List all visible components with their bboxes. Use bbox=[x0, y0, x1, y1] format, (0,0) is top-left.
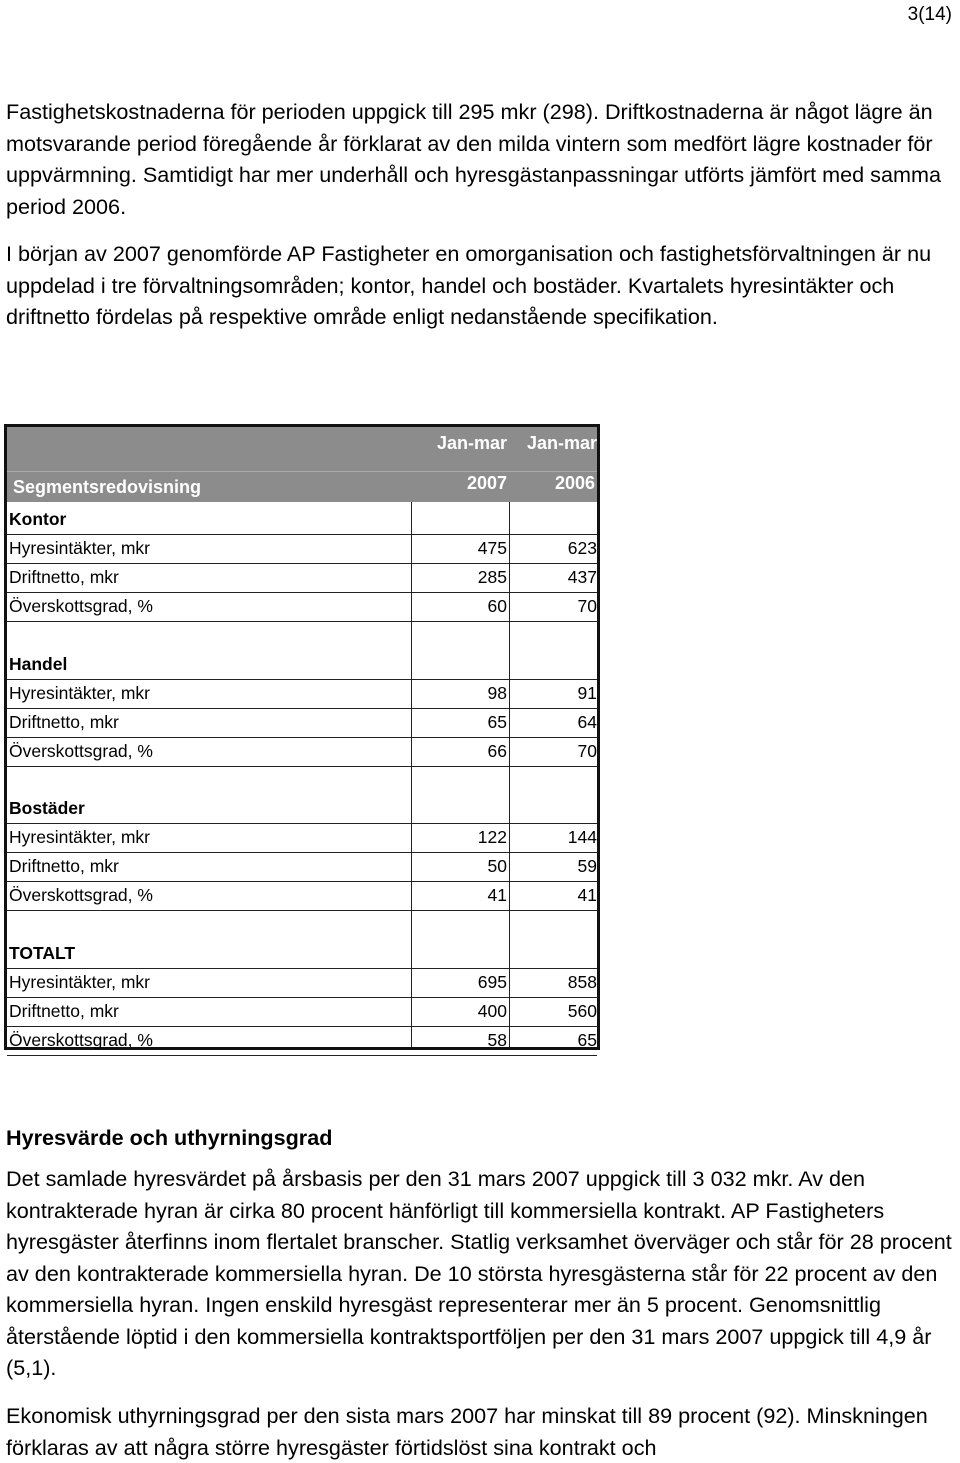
row-label: Hyresintäkter, mkr bbox=[9, 538, 150, 558]
page-number: 3(14) bbox=[907, 4, 952, 25]
col-2006-year: 2006 bbox=[554, 473, 595, 493]
row-label: Överskottsgrad, % bbox=[9, 740, 153, 761]
segment-table bbox=[4, 424, 600, 1050]
row-label: Hyresintäkter, mkr bbox=[9, 682, 150, 703]
section-heading: Hyresvärde och uthyrningsgrad bbox=[6, 1125, 333, 1150]
value-2007: 695 bbox=[477, 971, 507, 992]
paragraph-property-costs: Fastighetskostnaderna för perioden uppgick till 295 mkr (298). Driftkostnaderna är något lägre än motsvarande period föregående år förklarat av den milda vintern som medfört lägre kostnader för uppvärmning. Samtidigt har mer underhåll och hyresgästanpassningar utförts jämfört med samma period 2006. bbox=[6, 99, 941, 219]
value-2007: 285 bbox=[477, 567, 507, 587]
section-name: TOTALT bbox=[9, 942, 76, 963]
value-2007: 60 bbox=[487, 596, 507, 616]
value-2006: 70 bbox=[577, 740, 597, 761]
value-2007: 400 bbox=[477, 1000, 507, 1021]
value-2006: 858 bbox=[567, 971, 597, 992]
row-label: Driftnetto, mkr bbox=[9, 567, 119, 587]
row-label: Driftnetto, mkr bbox=[9, 856, 119, 876]
table-header bbox=[7, 427, 597, 502]
value-2006: 65 bbox=[577, 1029, 597, 1050]
value-2006: 437 bbox=[567, 567, 597, 587]
row-label: Överskottsgrad, % bbox=[9, 1029, 153, 1050]
value-2006: 623 bbox=[567, 538, 597, 558]
value-2007: 122 bbox=[477, 827, 507, 847]
row-label: Driftnetto, mkr bbox=[9, 711, 119, 732]
value-2007: 58 bbox=[487, 1029, 507, 1050]
paragraph-occupancy: Ekonomisk uthyrningsgrad per den sista mars 2007 har minskat till 89 procent (92). Minskningen förklaras av att några större hyresgäster förtidslöst sina kontrakt och bbox=[6, 1403, 928, 1460]
value-2006: 91 bbox=[577, 682, 597, 703]
value-2007: 65 bbox=[487, 711, 507, 732]
col-2007-year: 2007 bbox=[466, 473, 507, 493]
section-name: Bostäder bbox=[9, 798, 85, 818]
row-label: Överskottsgrad, % bbox=[9, 596, 153, 616]
section-name: Kontor bbox=[9, 509, 67, 529]
row-label: Hyresintäkter, mkr bbox=[9, 971, 150, 992]
value-2006: 144 bbox=[567, 827, 597, 847]
section-name: Handel bbox=[9, 653, 68, 674]
col-2007-period: Jan-mar bbox=[436, 433, 507, 453]
row-label: Hyresintäkter, mkr bbox=[9, 827, 150, 847]
value-2006: 59 bbox=[577, 856, 597, 876]
value-2006: 64 bbox=[577, 711, 597, 732]
paragraph-rental-value: Det samlade hyresvärdet på årsbasis per den 31 mars 2007 uppgick till 3 032 mkr. Av den kontrakterade hyran är cirka 80 procent hänförligt till kommersiella kontrakt. AP Fastigheters hyresgäster återfinns inom flertalet branscher. Statlig verksamhet överväger och står för 28 procent av den kontrakterade kommersiella hyran. De 10 största hyresgästerna står för 22 procent av den kommersiella hyran. Ingen enskild hyresgäst representerar mer än 5 procent. Genomsnittlig återstående löptid i den kommersiella kontraktsportföljen per den 31 mars 2007 uppgick till 4,9 år (5,1). bbox=[6, 1166, 952, 1380]
paragraph-reorganisation: I början av 2007 genomförde AP Fastigheter en omorganisation och fastighetsförvaltningen är nu uppdelad i tre förvaltningsområden; kontor, handel och bostäder. Kvartalets hyresintäkter och driftnetto fördelas på respektive område enligt nedanstående specifikation. bbox=[6, 241, 932, 329]
value-2006: 70 bbox=[577, 596, 597, 616]
row-label: Överskottsgrad, % bbox=[9, 885, 153, 905]
value-2007: 98 bbox=[487, 682, 507, 703]
col-2006-period: Jan-mar bbox=[526, 433, 597, 453]
value-2007: 475 bbox=[477, 538, 507, 558]
value-2007: 41 bbox=[487, 885, 507, 905]
value-2007: 66 bbox=[487, 740, 507, 761]
value-2007: 50 bbox=[487, 856, 507, 876]
value-2006: 560 bbox=[567, 1000, 597, 1021]
table-title: Segmentsredovisning bbox=[13, 477, 202, 497]
value-2006: 41 bbox=[577, 885, 597, 905]
row-label: Driftnetto, mkr bbox=[9, 1000, 119, 1021]
